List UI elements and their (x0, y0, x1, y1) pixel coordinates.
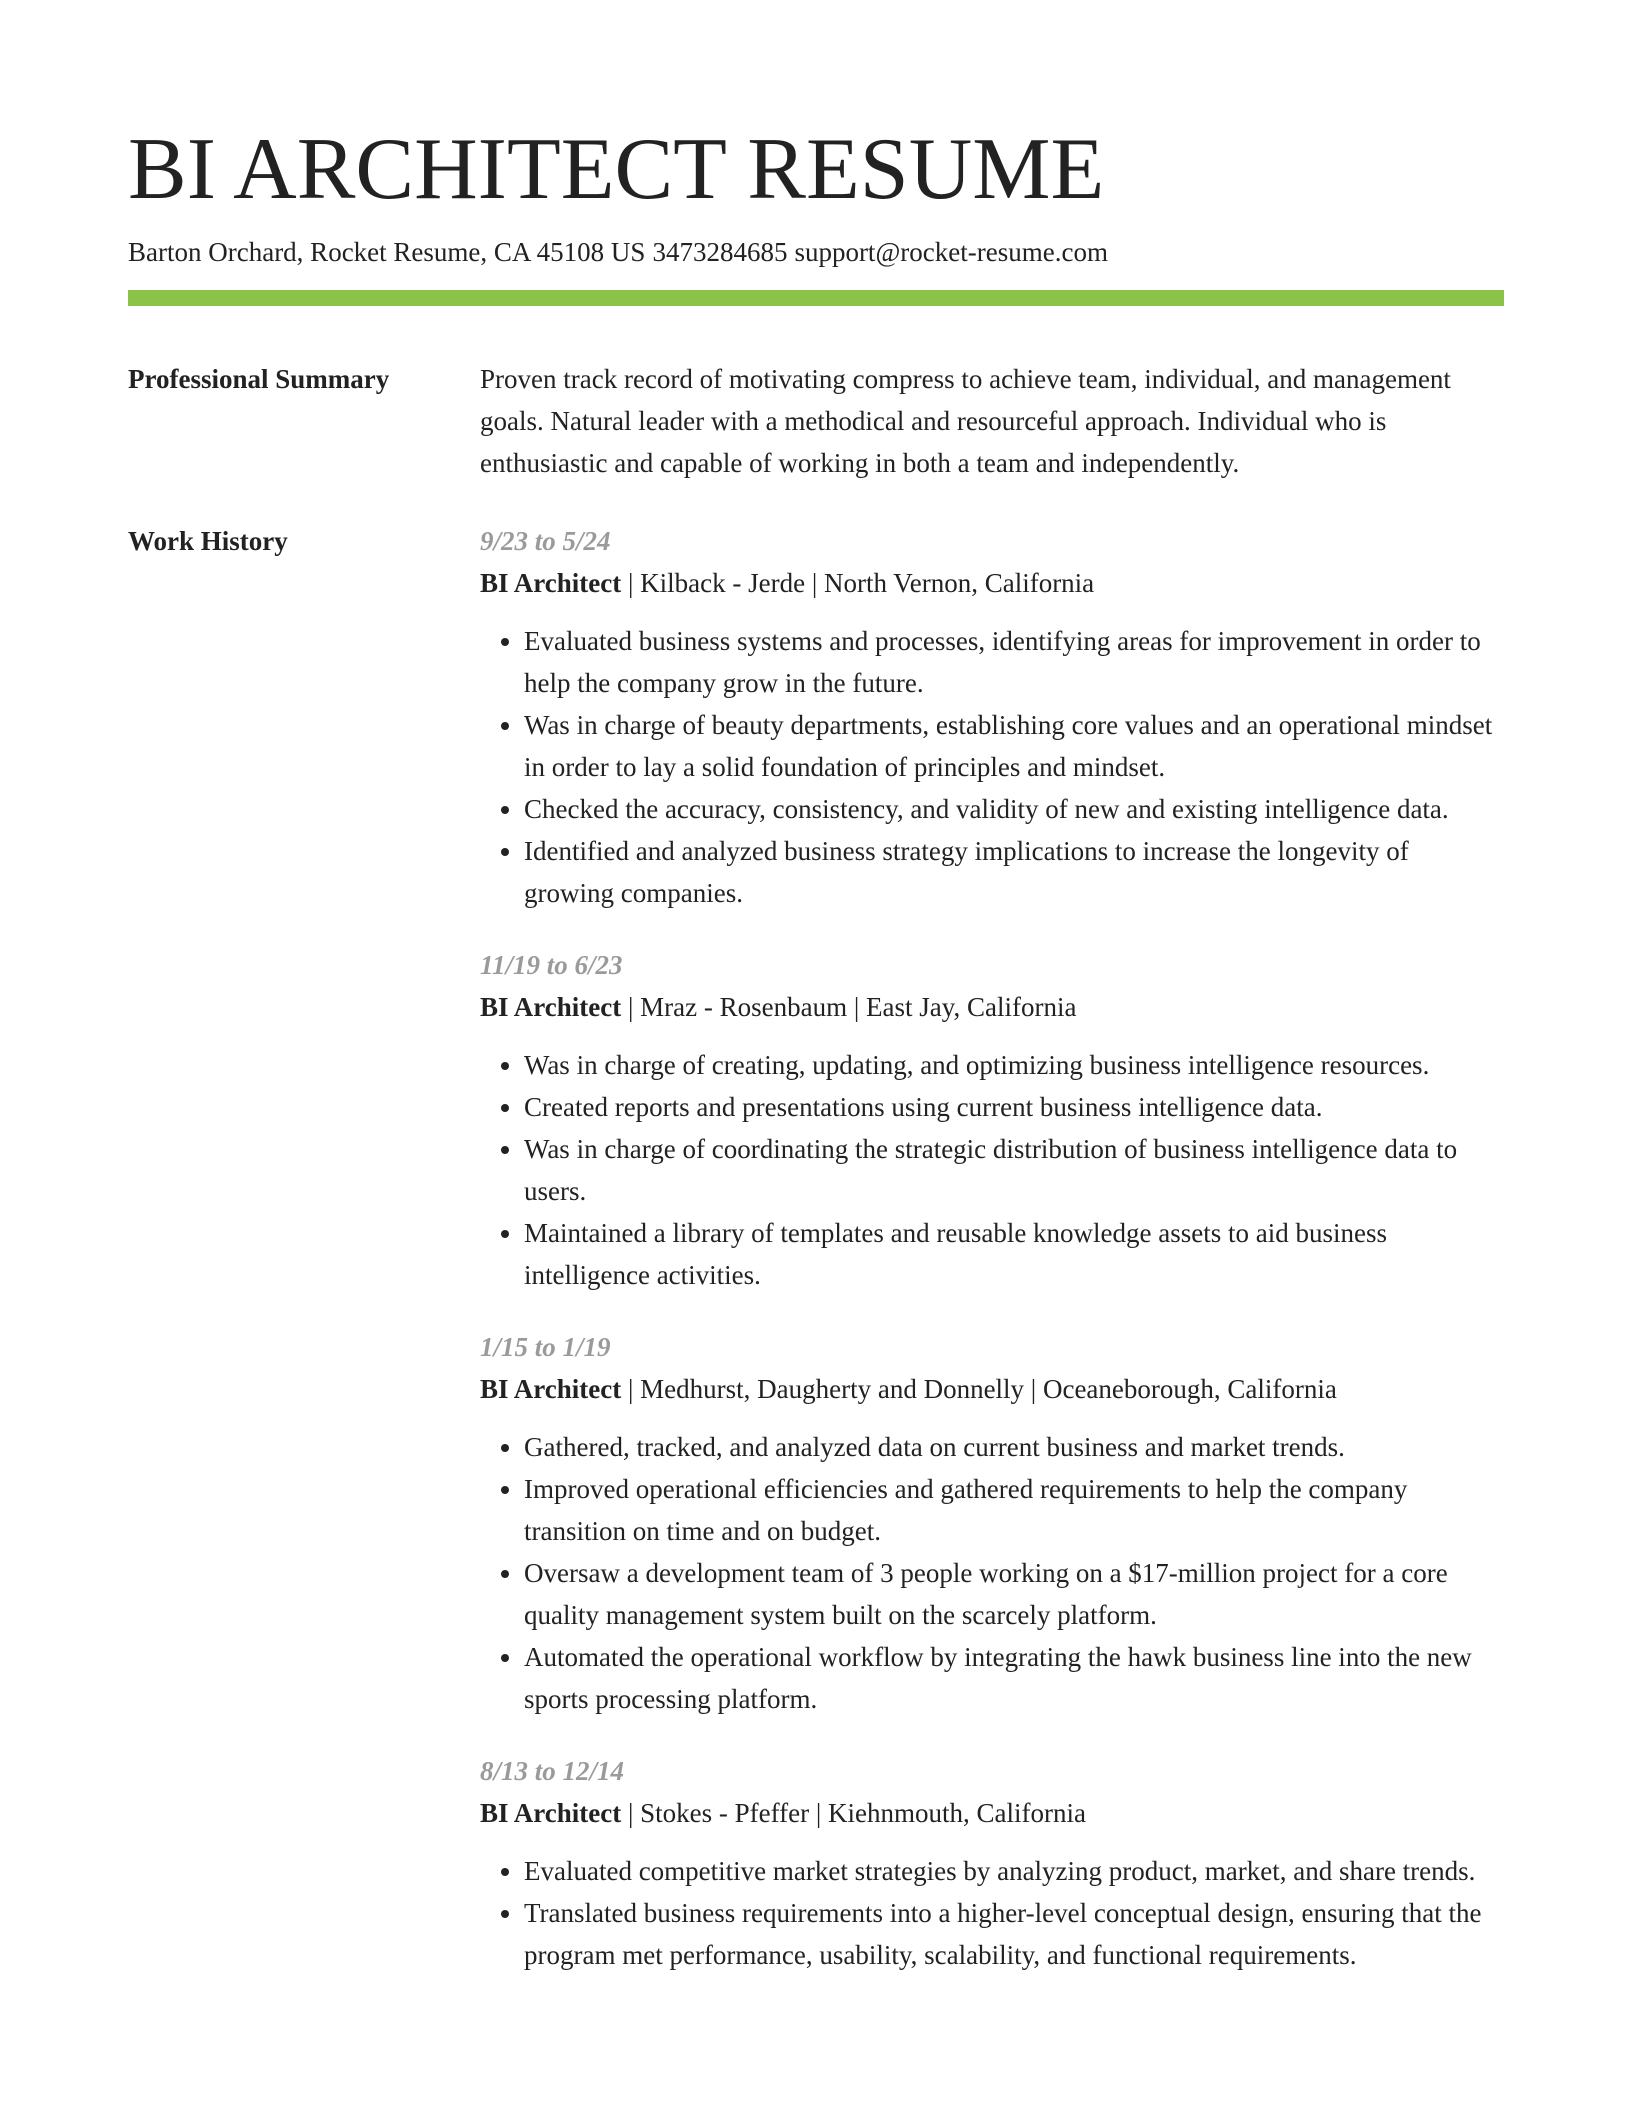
section-label-summary: Professional Summary (128, 364, 390, 394)
jobs-list (480, 520, 1504, 2006)
job-bullet: • Gathered, tracked, and analyzed data on current business and market trends. (524, 1426, 1504, 1468)
section-label-work-history: Work History (128, 526, 288, 556)
job-entry (480, 1326, 1504, 1720)
summary-text: Proven track record of motivating compress to achieve team, individual, and management goals. Natural leader with a methodical and resourceful approach. Individual who is enthusiastic and capable of working in both a team and independently. (480, 364, 1451, 478)
job-bullet: • Evaluated business systems and processes, identifying areas for improvement in order to help the company grow in the future. (524, 620, 1504, 704)
page-title: BI ARCHITECT RESUME (128, 121, 1105, 218)
job-entry (480, 1750, 1504, 1976)
job-role: BI Architect (480, 1374, 622, 1404)
job-bullet: • Automated the operational workflow by integrating the hawk business line into the new sports processing platform. (524, 1636, 1504, 1720)
job-bullet: • Was in charge of creating, updating, and optimizing business intelligence resources. (524, 1044, 1504, 1086)
contact-address: Barton Orchard, Rocket Resume, CA 45108 US (128, 237, 646, 267)
job-bullet: • Created reports and presentations using current business intelligence data. (524, 1086, 1504, 1128)
job-bullets (480, 1850, 1504, 1976)
job-entry (480, 944, 1504, 1296)
job-role: BI Architect (480, 992, 622, 1022)
job-bullets (480, 1044, 1504, 1296)
job-details: | Kilback - Jerde | North Vernon, California (621, 568, 1095, 598)
job-entry (480, 520, 1504, 914)
job-bullet: • Maintained a library of templates and reusable knowledge assets to aid business intelligence activities. (524, 1212, 1504, 1296)
accent-divider (128, 290, 1504, 306)
summary-section (128, 358, 1504, 484)
job-bullet: • Oversaw a development team of 3 people working on a $17-million project for a core quality management system built on the scarcely platform. (524, 1552, 1504, 1636)
job-bullets (480, 620, 1504, 914)
job-role: BI Architect (480, 1798, 622, 1828)
job-bullet: • Was in charge of coordinating the strategic distribution of business intelligence data to users. (524, 1128, 1504, 1212)
job-bullet: • Evaluated competitive market strategies by analyzing product, market, and share trends. (524, 1850, 1504, 1892)
job-heading (480, 1792, 1504, 1834)
job-details: | Mraz - Rosenbaum | East Jay, California (621, 992, 1077, 1022)
job-bullet: • Was in charge of beauty departments, establishing core values and an operational mindset in order to lay a solid foundation of principles and mindset. (524, 704, 1504, 788)
job-bullet: • Identified and analyzed business strategy implications to increase the longevity of growing companies. (524, 830, 1504, 914)
contact-phone: 3473284685 (652, 237, 788, 267)
contact-email: support@rocket-resume.com (794, 237, 1108, 267)
job-bullets (480, 1426, 1504, 1720)
job-bullet: • Improved operational efficiencies and gathered requirements to help the company transition on time and on budget. (524, 1468, 1504, 1552)
job-heading (480, 986, 1504, 1028)
job-date: 11/19 to 6/23 (480, 950, 623, 980)
work-history-section (128, 520, 1504, 2006)
job-role: BI Architect (480, 568, 622, 598)
job-date: 1/15 to 1/19 (480, 1332, 611, 1362)
job-heading (480, 562, 1504, 604)
job-bullet: • Translated business requirements into a higher-level conceptual design, ensuring that the program met performance, usability, scalability, and functional requirements. (524, 1892, 1504, 1976)
job-details: | Medhurst, Daugherty and Donnelly | Oceaneborough, California (621, 1374, 1337, 1404)
contact-line (128, 234, 1504, 270)
job-details: | Stokes - Pfeffer | Kiehnmouth, California (621, 1798, 1086, 1828)
job-bullet: • Checked the accuracy, consistency, and validity of new and existing intelligence data. (524, 788, 1504, 830)
job-date: 8/13 to 12/14 (480, 1756, 625, 1786)
job-date: 9/23 to 5/24 (480, 526, 611, 556)
job-heading (480, 1368, 1504, 1410)
resume-page (128, 118, 1504, 2006)
